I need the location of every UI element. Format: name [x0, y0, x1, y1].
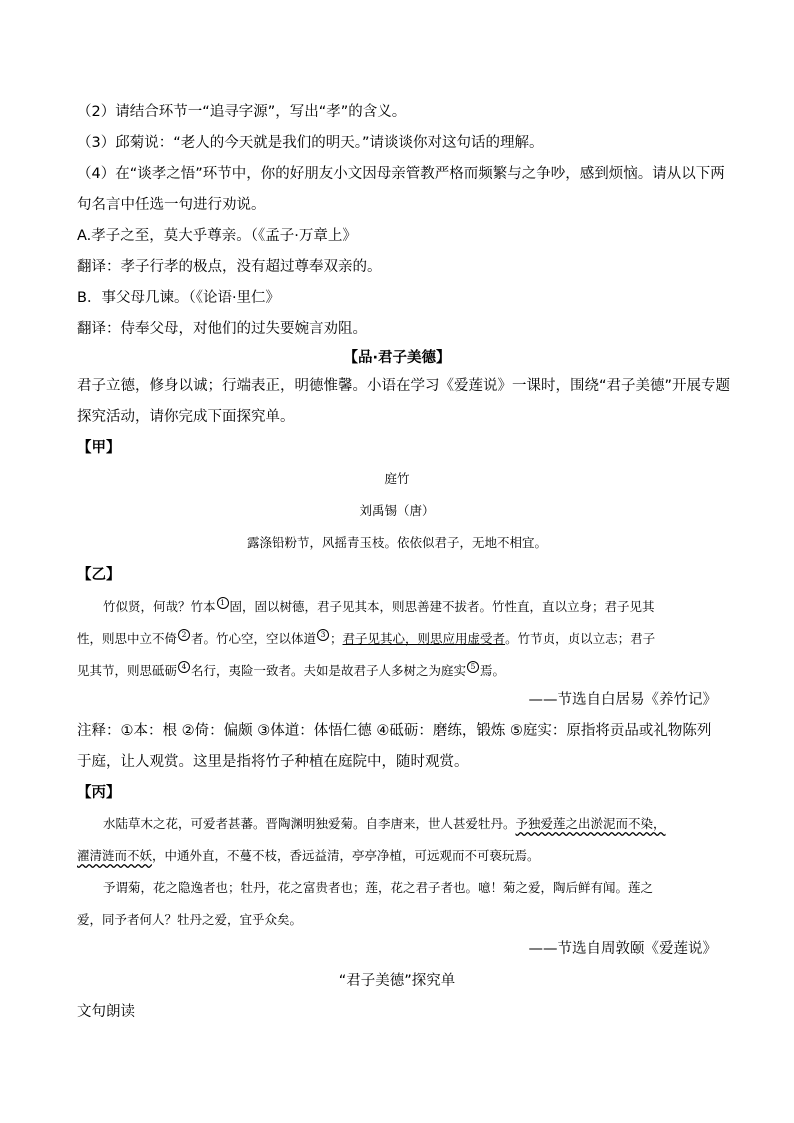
- underlined-sentence: 濯清涟而不妖: [77, 848, 153, 863]
- bing-passage-line-1: 水陆草木之花，可爱者甚蕃。晋陶渊明独爱菊。自李唐来，世人甚爱牡丹。予独爱莲之出淤泥而不染，: [103, 816, 666, 831]
- option-b: B．事父母几谏。（《论语·里仁》: [77, 290, 281, 306]
- section-heading: 【品·君子美德】: [343, 350, 451, 366]
- note-marker: 1: [217, 597, 229, 609]
- worksheet-row-label: 文句朗读: [77, 1004, 135, 1020]
- question-2: （2）请结合环节一“追寻字源”，写出“孝”的含义。: [77, 104, 407, 120]
- question-4-line-2: 句名言中任选一句进行劝说。: [77, 197, 266, 213]
- option-a: A.孝子之至，莫大乎尊亲。（《孟子·万章上》: [77, 228, 357, 244]
- yi-passage-line-2: 性，则思中立不倚 2 者。竹心空，空以体道 3 ；君子见其心，则思应用虚受者。竹节贞，贞以立志；君子: [77, 630, 656, 646]
- poem-text: 露涤铅粉节，风摇青玉枝。依依似君子，无地不相宜。: [246, 535, 547, 550]
- bing-source: ——节选自周敦颐《爱莲说》: [528, 941, 717, 957]
- label-bing: 【丙】: [77, 785, 121, 801]
- poem-title: 庭竹: [384, 471, 410, 486]
- option-a-translation: 翻译：孝子行孝的极点，没有超过尊奉双亲的。: [77, 259, 382, 275]
- note-marker: 2: [178, 629, 190, 641]
- label-yi: 【乙】: [77, 567, 121, 583]
- yi-source: ——节选自白居易《养竹记》: [528, 692, 717, 708]
- note-marker: 4: [178, 661, 190, 673]
- note-marker: 3: [317, 629, 329, 641]
- note-marker: 5: [467, 661, 479, 673]
- bing-passage-line-3: 予谓菊，花之隐逸者也；牡丹，花之富贵者也；莲，花之君子者也。噫！菊之爱，陶后鲜有闻。莲之: [103, 880, 654, 895]
- yi-notes-line-2: 于庭，让人观赏。这里是指将竹子种植在庭院中，随时观赏。: [77, 754, 469, 770]
- yi-notes-line-1: 注释：①本：根 ②倚：偏颇 ③体道：体悟仁德 ④砥砺：磨练，锻炼 ⑤庭实：原指将贡品或礼物陈列: [77, 723, 712, 739]
- question-4-line-1: （4）在“谈孝之悟”环节中，你的好朋友小文因母亲管教严格而频繁与之争吵，感到烦恼。请从以下两: [77, 166, 725, 182]
- intro-line-2: 探究活动，请你完成下面探究单。: [77, 409, 295, 425]
- underlined-sentence: 君子见其心，则思应用虚受者: [342, 631, 506, 646]
- worksheet-title: “君子美德”探究单: [338, 973, 456, 989]
- underlined-sentence: 予独爱莲之出淤泥而不染，: [515, 816, 666, 831]
- question-3: （3）邱菊说：“老人的今天就是我们的明天。”请谈谈你对这句话的理解。: [77, 135, 544, 151]
- bing-passage-line-2: 濯清涟而不妖，中通外直，不蔓不枝，香远益清，亭亭净植，可远观而不可亵玩焉。: [77, 848, 540, 863]
- poem-author: 刘禹锡（唐）: [359, 503, 435, 518]
- label-jia: 【甲】: [77, 440, 121, 456]
- yi-passage-line-3: 见其节，则思砥砺 4 名行，夷险一致者。夫如是故君子人多树之为庭实 5 焉。: [77, 662, 506, 678]
- bing-passage-line-4: 爱，同予者何人？牡丹之爱，宜乎众矣。: [77, 912, 303, 927]
- option-b-translation: 翻译：侍奉父母，对他们的过失要婉言劝阻。: [77, 321, 367, 337]
- yi-passage-line-1: 竹似贤，何哉？竹本 1 固，固以树德，君子见其本，则思善建不拔者。竹性直，直以立身；君子见其: [103, 598, 655, 614]
- intro-line-1: 君子立德，修身以诚；行端表正，明德惟馨。小语在学习《爱莲说》一课时，围绕“君子美德”开展专题: [77, 378, 731, 394]
